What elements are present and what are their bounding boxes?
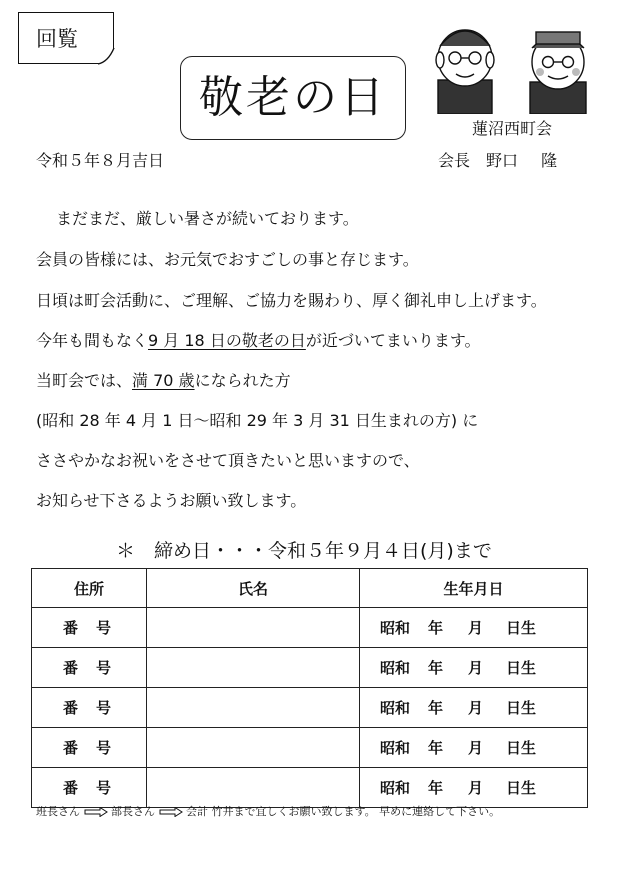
association-name: 蓮沼西町会 [472, 119, 553, 138]
arrow-right-icon [84, 807, 108, 817]
table-row [32, 648, 588, 688]
body-line-1: まだまだ、厳しい暑さが続いております。 [56, 209, 359, 228]
address-cell[interactable]: 番号 [32, 608, 147, 648]
name-cell[interactable] [147, 728, 360, 768]
body-line-3: 日頃は町会活動に、ご理解、ご協力を賜わり、厚く御礼申し上げます。 [36, 291, 547, 310]
body-line-8: お知らせ下さるようお願い致します。 [36, 491, 307, 510]
body-line-6: (昭和 28 年 4 月 1 日～昭和 29 年 3 月 31 日生まれの方) に [36, 411, 479, 430]
arrow-right-icon [159, 807, 183, 817]
routing-step-1: 班長さん [36, 805, 80, 818]
circulation-label: 回覧 [18, 12, 114, 64]
address-cell[interactable]: 番号 [32, 648, 147, 688]
address-cell[interactable]: 番号 [32, 768, 147, 808]
routing-step-2: 部長さん [111, 805, 155, 818]
chairperson: 会長 野口 隆 [438, 151, 558, 170]
page-fold-icon [96, 46, 116, 66]
birthdate-cell[interactable]: 昭和 年 月 日生 [360, 608, 588, 648]
elderly-couple-illustration [428, 18, 600, 114]
respect-day-date: 9 月 18 日の敬老の日 [148, 331, 306, 350]
routing-note [36, 803, 500, 819]
header-address: 住所 [32, 569, 147, 608]
table-header-row [32, 569, 588, 608]
registration-table [31, 568, 588, 808]
routing-step-3: 会計 竹井まで宜しくお願い致します。 早めに連絡して下さい。 [186, 805, 501, 818]
name-cell[interactable] [147, 648, 360, 688]
name-cell[interactable] [147, 688, 360, 728]
header-birthdate: 生年月日 [360, 569, 588, 608]
name-cell[interactable] [147, 608, 360, 648]
table-row [32, 608, 588, 648]
table-row [32, 768, 588, 808]
page-title: 敬老の日 [180, 56, 406, 140]
table-row [32, 728, 588, 768]
birthdate-cell[interactable]: 昭和 年 月 日生 [360, 728, 588, 768]
body-line-4-pre: 今年も間もなく [36, 331, 149, 350]
age-requirement: 満 70 歳 [132, 371, 195, 390]
body-line-2: 会員の皆様には、お元気でおすごしの事と存じます。 [36, 250, 419, 269]
body-line-5-post: になられた方 [194, 371, 291, 390]
header-name: 氏名 [147, 569, 360, 608]
body-line-4 [36, 328, 481, 351]
body-line-5 [36, 368, 291, 391]
issue-date: 令和５年８月吉日 [36, 151, 165, 170]
body-line-4-post: が近づいてまいります。 [305, 331, 481, 350]
address-cell[interactable]: 番号 [32, 728, 147, 768]
body-line-5-pre: 当町会では、 [36, 371, 133, 390]
birthdate-cell[interactable]: 昭和 年 月 日生 [360, 768, 588, 808]
deadline: ＊ 締め日・・・令和５年９月４日(月)まで [116, 540, 492, 562]
body-line-7: ささやかなお祝いをさせて頂きたいと思いますので、 [36, 451, 420, 470]
name-cell[interactable] [147, 768, 360, 808]
address-cell[interactable]: 番号 [32, 688, 147, 728]
table-row [32, 688, 588, 728]
birthdate-cell[interactable]: 昭和 年 月 日生 [360, 648, 588, 688]
birthdate-cell[interactable]: 昭和 年 月 日生 [360, 688, 588, 728]
